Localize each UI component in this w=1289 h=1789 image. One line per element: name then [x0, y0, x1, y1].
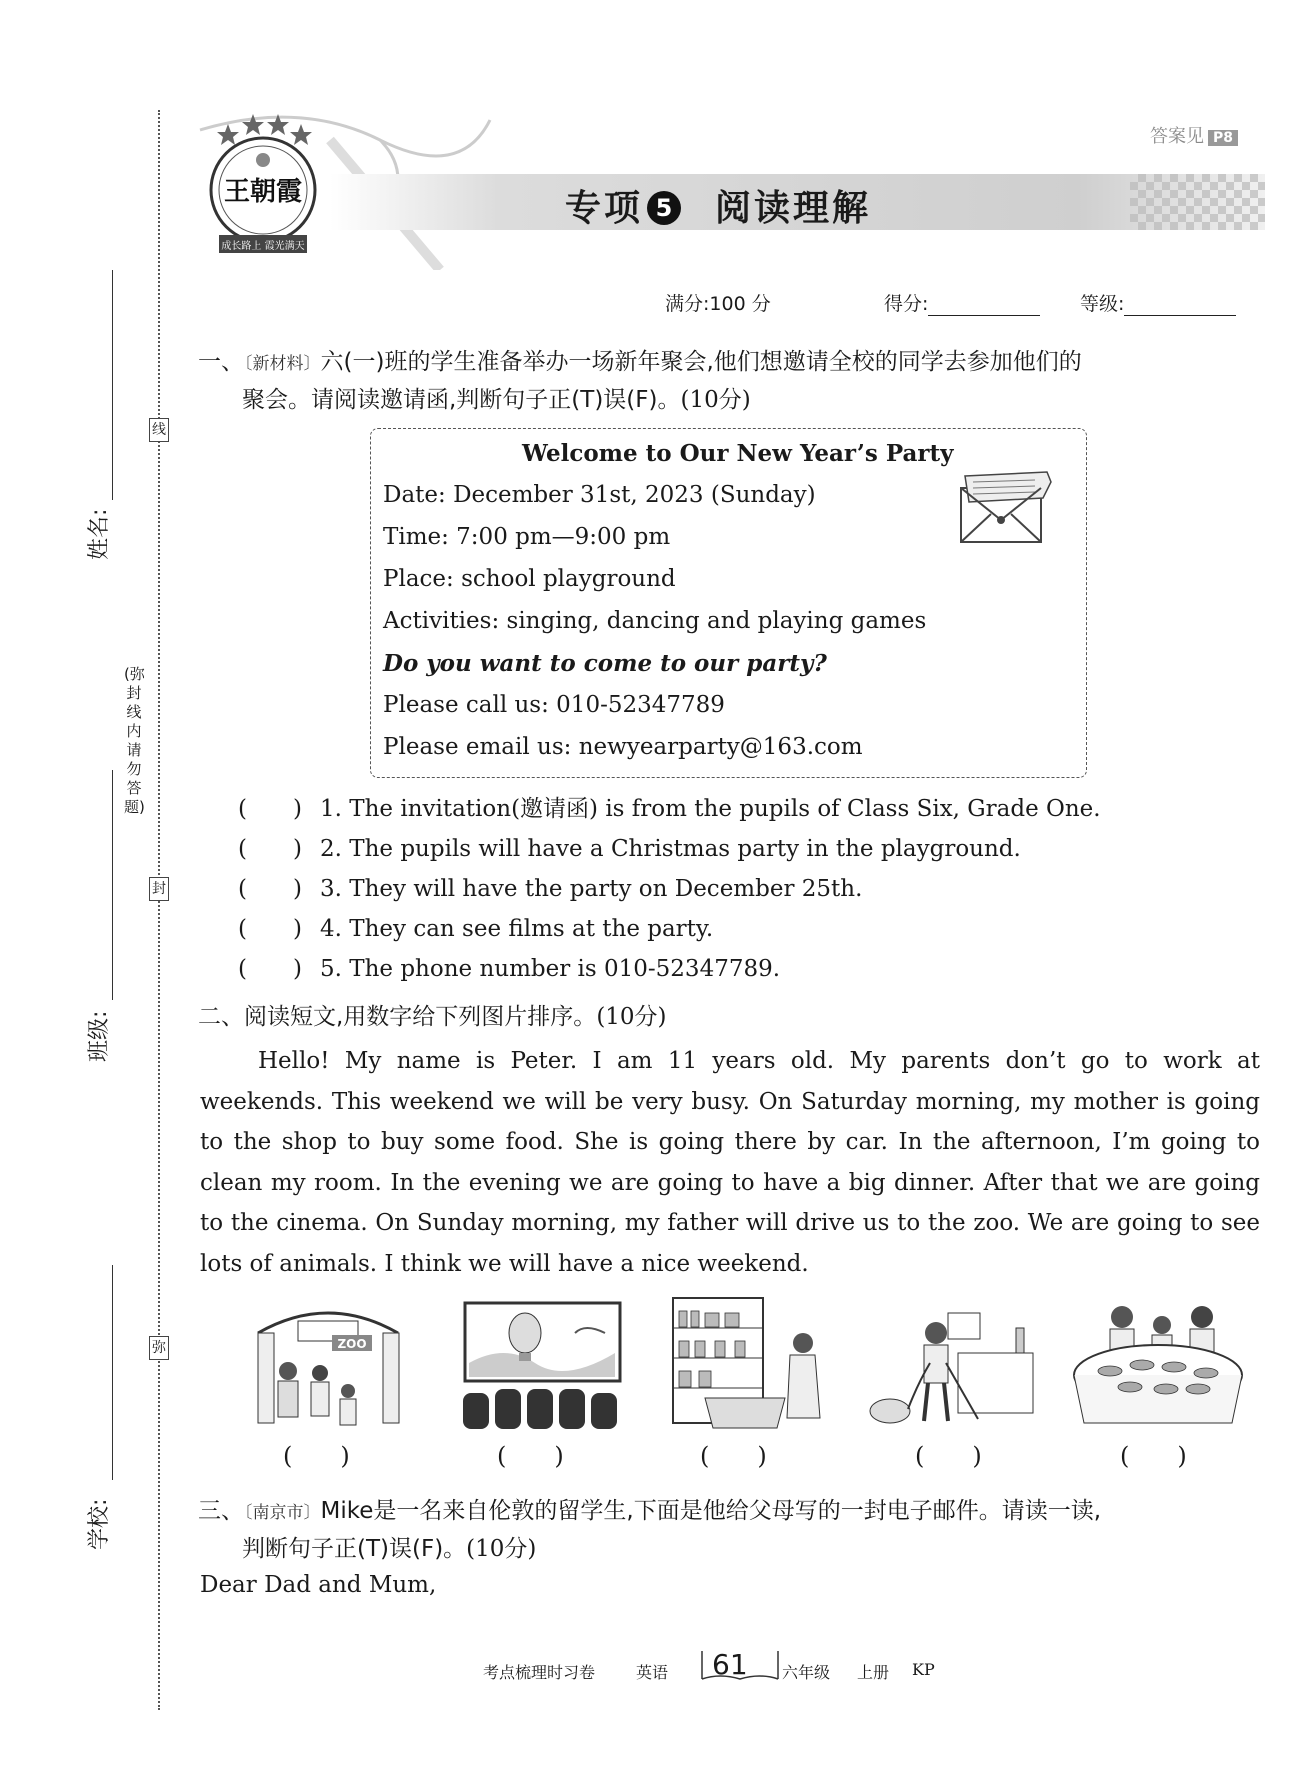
logo: [195, 110, 330, 260]
section1-heading: 一、〔新材料〕六(一)班的学生准备举办一场新年聚会,他们想邀请全校的同学去参加他们的: [198, 349, 1082, 375]
page-number: 61: [712, 1648, 748, 1681]
tf-answer-blank[interactable]: ( ): [238, 956, 302, 982]
name-label: 姓名:: [87, 508, 112, 560]
seal-char-seal: 封: [149, 877, 169, 901]
school-blank-line[interactable]: [112, 1265, 113, 1480]
footer-volume: 上册: [857, 1663, 890, 1682]
invitation-activities: Activities: singing, dancing and playing games: [383, 608, 927, 634]
tf-answer-blank[interactable]: ( ): [238, 796, 302, 822]
section3-heading: 三、〔南京市〕Mike是一名来自伦敦的留学生,下面是他给父母写的一封电子邮件。请读一读,: [198, 1498, 1102, 1524]
title-number-badge: 5: [647, 191, 681, 225]
class-label: 班级:: [87, 1010, 112, 1062]
tf-answer-blank[interactable]: ( ): [238, 876, 302, 902]
seal-dotted-line: [158, 110, 160, 1710]
invitation-place: Place: school playground: [383, 566, 676, 592]
invitation-title: Welcome to Our New Year’s Party: [522, 440, 954, 467]
name-blank-line[interactable]: [112, 270, 113, 500]
section1-heading-line2: 聚会。请阅读邀请函,判断句子正(T)误(F)。(10分): [242, 387, 751, 413]
school-label: 学校:: [87, 1498, 112, 1550]
order-blank-shop[interactable]: ( ): [700, 1442, 767, 1470]
seal-note: (弥封线内请勿答题): [124, 665, 145, 816]
score-field: 得分:: [884, 289, 1040, 316]
zoo-picture: [238, 1293, 413, 1433]
invitation-time: Time: 7:00 pm—9:00 pm: [383, 524, 671, 550]
invitation-call: Please call us: 010-52347789: [383, 692, 725, 718]
tf-item-4: ( ) 4. They can see films at the party.: [238, 910, 713, 943]
tf-item-1: ( ) 1. The invitation(邀请函) is from the pupils of Class Six, Grade One.: [238, 790, 1101, 823]
footer-grade: 六年级: [782, 1663, 831, 1682]
section2-passage: Hello! My name is Peter. I am 11 years old. My parents don’t go to work at weekends. This weekend we will be very busy. On Saturday morning, my mother is going to the shop to buy some food. She is going there by car. In the afternoon, I’m going to clean my room. In the evening we are going to have a big dinner. After that we are going to the cinema. On Sunday morning, my father will drive us to the zoo. We are going to see lots of animals. I think we will have a nice weekend.: [200, 1048, 1260, 1277]
banner-checker-pattern: [1130, 174, 1265, 230]
envelope-icon: [955, 468, 1055, 548]
grade-field: 等级:: [1080, 289, 1236, 316]
footer-series: 考点梳理时习卷: [483, 1663, 596, 1682]
shop-picture: [665, 1293, 840, 1433]
grade-blank[interactable]: [1124, 293, 1236, 316]
section2-heading: 二、阅读短文,用数字给下列图片排序。(10分): [198, 1004, 667, 1030]
invitation-date: Date: December 31st, 2023 (Sunday): [383, 482, 816, 508]
seal-char-dense: 弥: [149, 1336, 169, 1360]
email-greeting: Dear Dad and Mum,: [200, 1572, 437, 1598]
answer-page-tag: P8: [1208, 130, 1238, 146]
invitation-question: Do you want to come to our party?: [383, 650, 827, 677]
order-blank-cleaning[interactable]: ( ): [915, 1442, 982, 1470]
dinner-picture: [1070, 1293, 1245, 1433]
tf-answer-blank[interactable]: ( ): [238, 916, 302, 942]
seal-char-line: 线: [149, 418, 169, 442]
tf-item-3: ( ) 3. They will have the party on December 25th.: [238, 870, 862, 903]
tf-item-2: ( ) 2. The pupils will have a Christmas party in the playground.: [238, 830, 1021, 863]
tf-answer-blank[interactable]: ( ): [238, 836, 302, 862]
order-blank-zoo[interactable]: ( ): [283, 1442, 350, 1470]
cleaning-picture: [868, 1293, 1043, 1433]
section3-heading-line2: 判断句子正(T)误(F)。(10分): [242, 1536, 537, 1562]
footer-edition: KP: [912, 1660, 935, 1679]
cinema-picture: [455, 1293, 630, 1433]
answer-reference: 答案见 P8: [1150, 122, 1238, 148]
svg-text:成长路上 霞光满天: 成长路上 霞光满天: [221, 241, 305, 252]
order-blank-cinema[interactable]: ( ): [497, 1442, 564, 1470]
footer-subject: 英语: [636, 1663, 669, 1682]
invitation-email: Please email us: newyearparty@163.com: [383, 734, 863, 760]
tf-item-5: ( ) 5. The phone number is 010-52347789.: [238, 950, 780, 983]
page-title: 专项 5 阅读理解: [565, 188, 872, 229]
score-blank[interactable]: [928, 293, 1040, 316]
zoo-sign-text: ZOO: [337, 1337, 367, 1351]
class-blank-line[interactable]: [112, 770, 113, 1000]
order-blank-dinner[interactable]: ( ): [1120, 1442, 1187, 1470]
full-marks: 满分:100 分: [665, 293, 771, 315]
logo-text: 王朝霞: [223, 177, 303, 207]
